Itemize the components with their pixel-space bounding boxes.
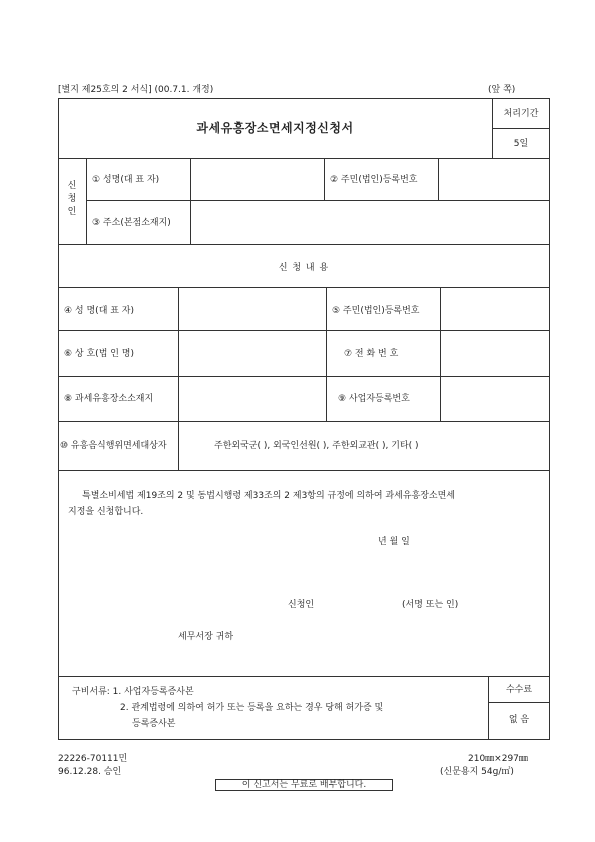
page-side-label: (앞 쪽) — [488, 85, 516, 95]
statement-line-2: 지정을 신청합니다. — [68, 507, 144, 517]
paper-size: 210㎜×297㎜ — [468, 754, 528, 764]
fee-value: 없 음 — [508, 715, 530, 725]
recipient-label: 세무서장 귀하 — [178, 632, 234, 642]
form-title: 과세유흥장소면세지정신청서 — [196, 121, 354, 135]
rep-name-label: ④ 성 명(대 표 자) — [64, 306, 135, 316]
name-label: ① 성명(대 표 자) — [92, 175, 160, 185]
application-form — [58, 98, 550, 740]
required-documents-label: 구비서류: 1. 사업자등록증사본 — [72, 687, 194, 697]
biz-reg-number-label: ⑨ 사업자등록번호 — [338, 394, 410, 404]
exemption-target-label: ⑩ 유흥음식행위면세대상자 — [60, 441, 167, 451]
form-code: 22226-70111민 — [58, 754, 128, 764]
phone-label: ⑦ 전 화 번 호 — [344, 349, 399, 359]
approval-date: 96.12.28. 승인 — [58, 767, 122, 777]
applicant-section-label: 신 청 인 — [67, 181, 77, 217]
processing-period-value: 5일 — [513, 139, 529, 149]
trade-name-label: ⑥ 상 호(법 인 명) — [64, 349, 135, 359]
free-distribution-box — [215, 779, 393, 791]
fee-label: 수수료 — [505, 685, 533, 695]
applicant-sign-label: 신청인 — [288, 600, 315, 610]
signature-note: (서명 또는 인) — [402, 600, 459, 610]
location-label: ⑧ 과세유흥장소소재지 — [64, 394, 154, 404]
paper-type: (신문용지 54g/㎡) — [440, 767, 514, 777]
processing-period-label: 처리기간 — [503, 109, 539, 119]
required-documents-item-2: 2. 관계법령에 의하여 허가 또는 등록을 요하는 경우 당해 허가증 및 — [120, 703, 384, 713]
exemption-target-options: 주한외국군( ), 외국인선원( ), 주한외교관( ), 기타( ) — [214, 441, 419, 451]
free-distribution-notice: 이 신고서는 무료로 배부합니다. — [241, 780, 367, 790]
rep-reg-number-label: ⑤ 주민(법인)등록번호 — [332, 306, 420, 316]
address-label: ③ 주소(본점소재지) — [92, 218, 171, 228]
reg-number-label: ② 주민(법인)등록번호 — [330, 175, 418, 185]
date-field: 년 월 일 — [378, 537, 410, 547]
required-documents-item-2b: 등록증사본 — [132, 719, 176, 729]
form-reference: [별지 제25호의 2 서식] (00.7.1. 개정) — [58, 85, 214, 95]
content-section-title: 신 청 내 용 — [278, 263, 330, 273]
statement-line-1: 특별소비세법 제19조의 2 및 동법시행령 제33조의 2 제3항의 규정에 의하여 과세유흥장소면세 — [82, 491, 455, 501]
